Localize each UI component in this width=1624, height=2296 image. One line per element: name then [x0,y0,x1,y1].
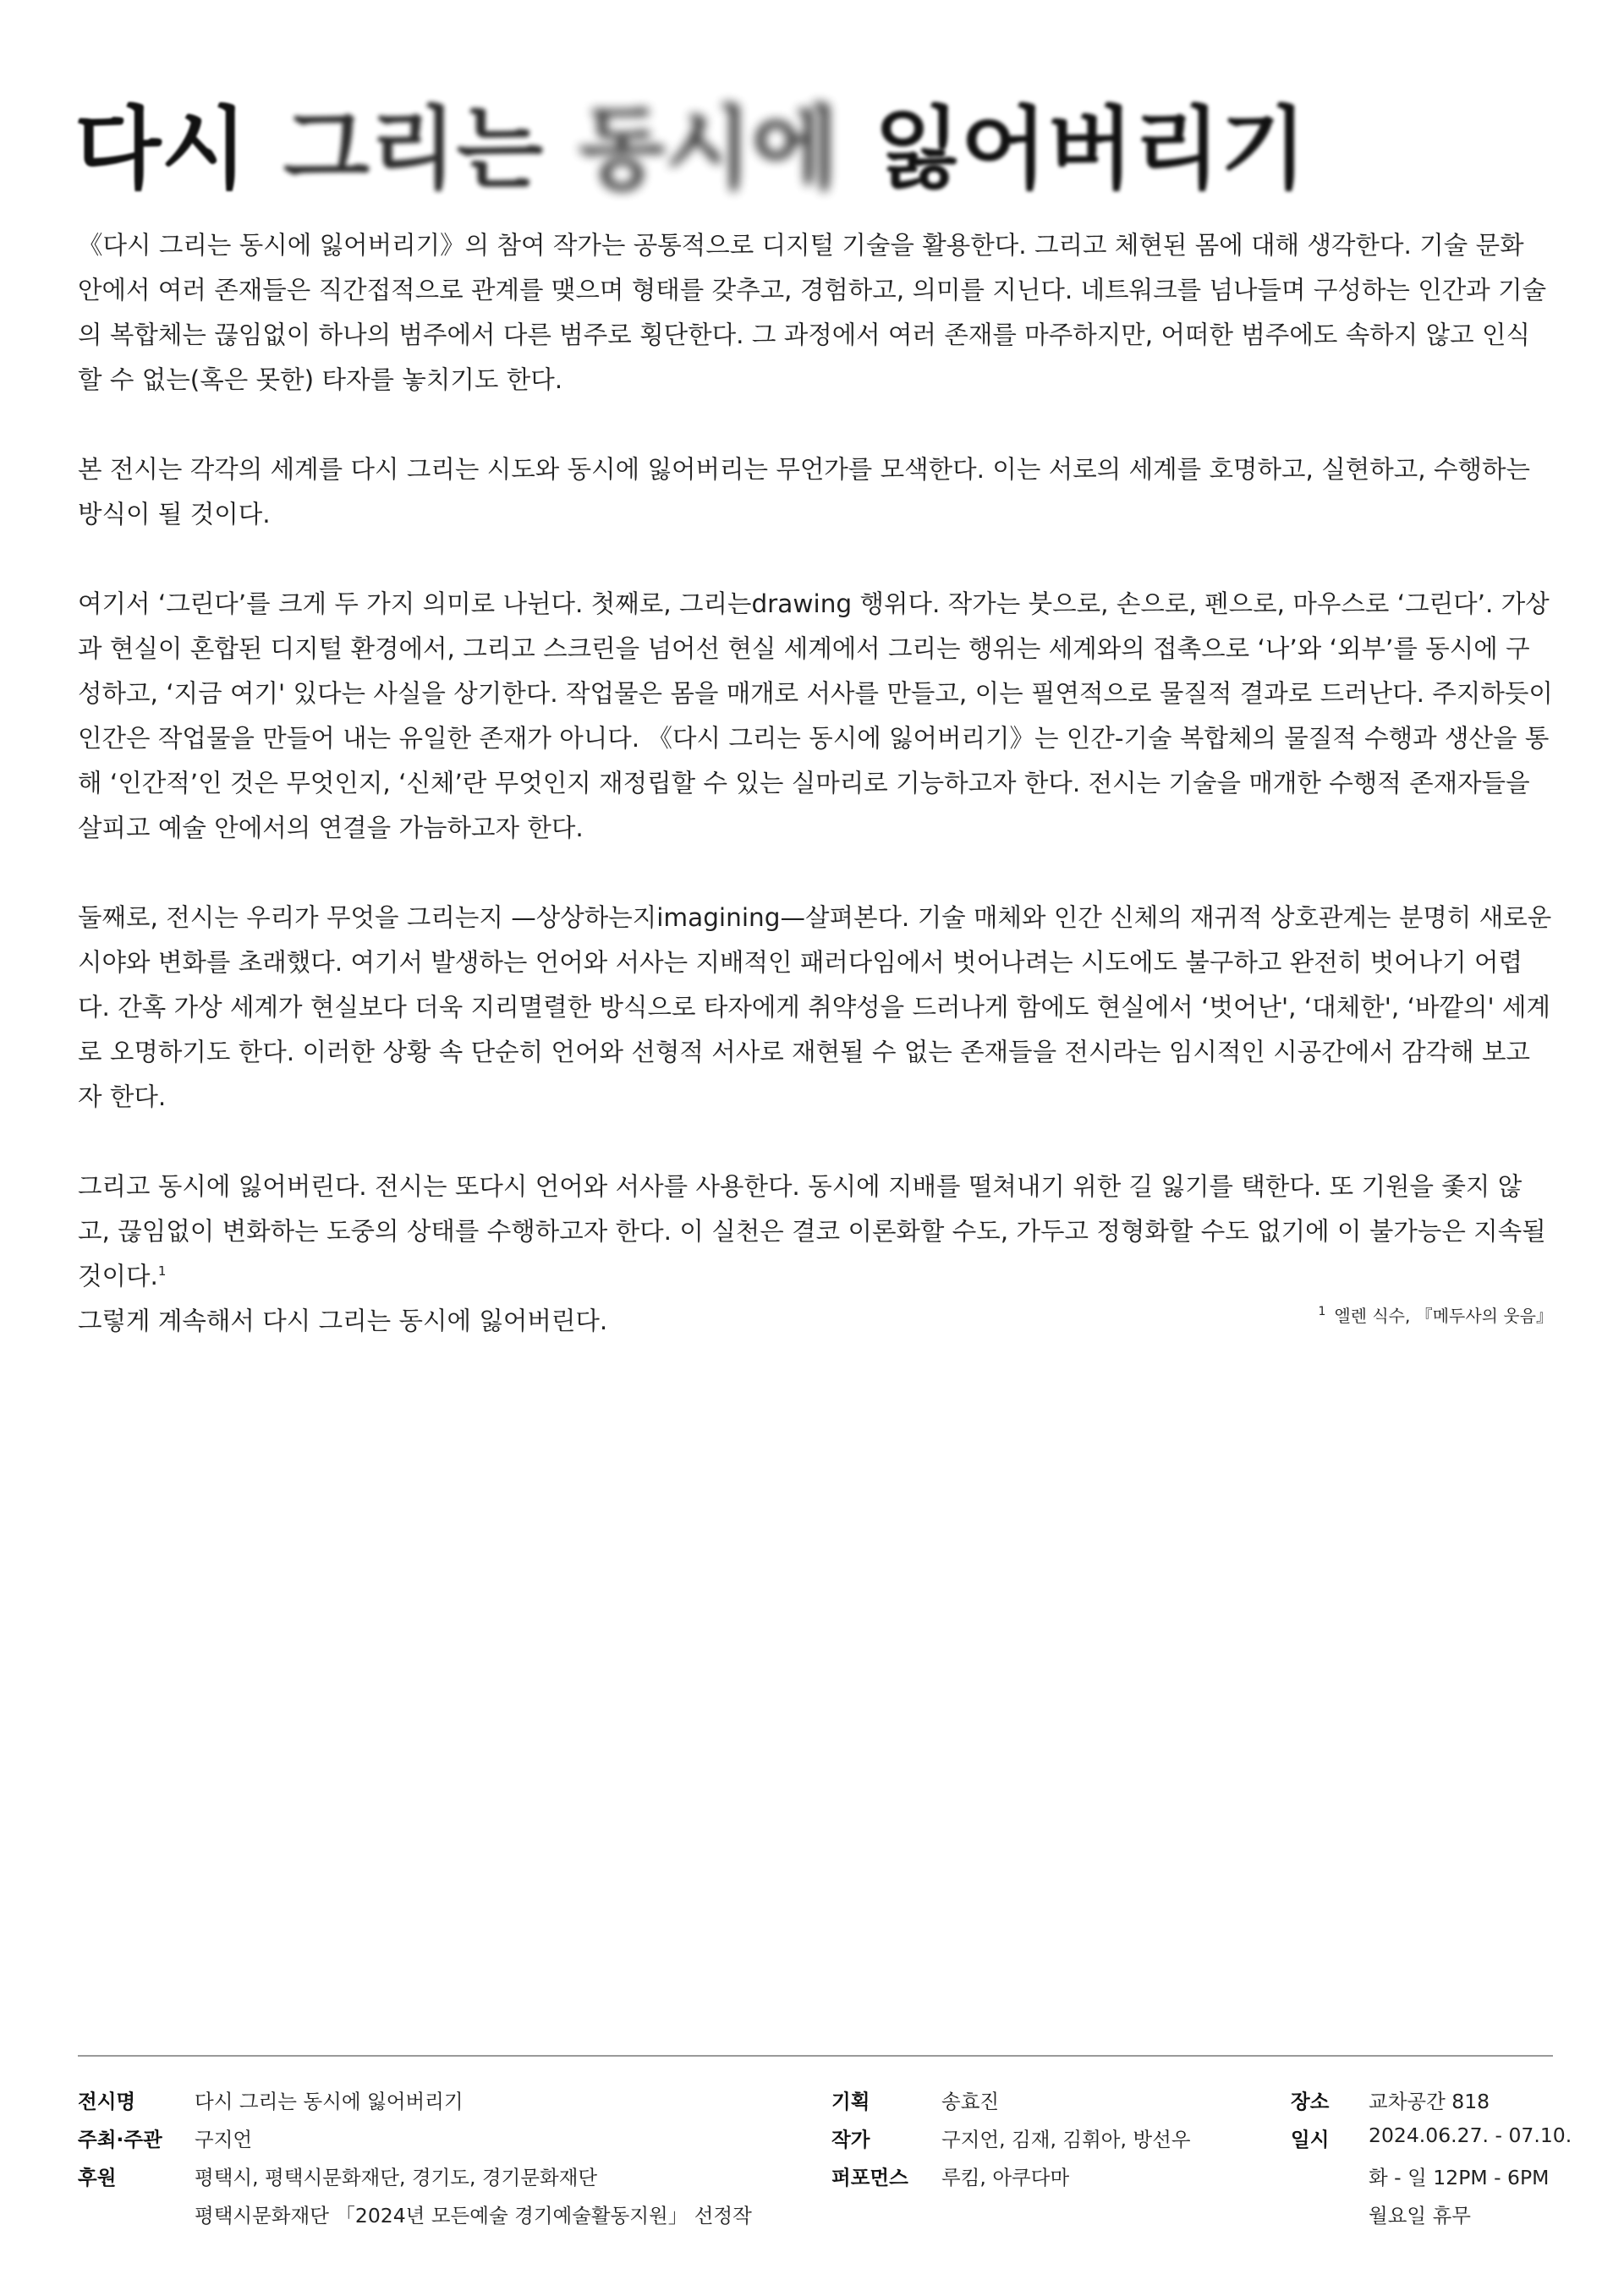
info-row-dates [1291,2123,1572,2162]
footnote [1318,1302,1553,1327]
info-key: 주최·주관 [78,2128,162,2151]
paragraph-2: 본 전시는 각각의 세계를 다시 그리는 시도와 동시에 잃어버리는 무언가를 모색한다. 이는 서로의 세계를 호명하고, 실현하고, 수행하는 방식이 될 것이다. [78,455,1531,529]
info-row-hours [1291,2162,1572,2200]
info-value: 구지언, 김재, 김휘아, 방선우 [941,2128,1191,2151]
info-value: 다시 그리는 동시에 잃어버리기 [195,2090,464,2113]
info-row-venue [1291,2085,1572,2123]
info-key: 장소 [1291,2090,1330,2113]
info-value: 송효진 [941,2090,1000,2113]
footnote-number: 1 [1318,1305,1326,1319]
info-row-sponsor [78,2162,752,2200]
footnote-mark: 1 [157,1263,167,1280]
info-value: 평택시, 평택시문화재단, 경기도, 경기문화재단 [195,2166,598,2189]
info-column-1 [78,2085,752,2238]
info-value: 구지언 [195,2128,253,2151]
info-key: 작가 [831,2128,870,2151]
info-row-curator [831,2085,1191,2123]
info-column-2 [831,2085,1191,2200]
info-value: 화 - 일 12PM - 6PM [1369,2166,1550,2189]
info-value: 월요일 휴무 [1369,2204,1471,2228]
info-value: 2024.06.27. - 07.10. [1369,2123,1572,2147]
info-key: 기획 [831,2090,870,2113]
paragraph-4: 둘째로, 전시는 우리가 무엇을 그리는지 —상상하는지imagining—살펴본다. 기술 매체와 인간 신체의 재귀적 상호관계는 분명히 새로운 시야와 변화를 초래했다. 여기서 발생하는 언어와 서사는 지배적인 패러다임에서 벗어나려는 시도에도 불구하고 완전히 벗어나기 어렵다. 간혹 가상 세계가 현실보다 더욱 지리멸렬한 방식으로 타자에게 취약성을 드러나게 함에도 현실에서 ‘벗어난', ‘대체한', ‘바깥의' 세계로 오명하기도 한다. 이러한 상황 속 단순히 언어와 선형적 서사로 재현될 수 없는 존재들을 전시라는 임시적인 시공간에서 감각해 보고자 한다. [78,903,1552,1111]
title-word-1: 다시 [74,97,248,201]
info-row-performance [831,2162,1191,2200]
paragraph-3: 여기서 ‘그린다’를 크게 두 가지 의미로 나뉜다. 첫째로, 그리는drawing 행위다. 작가는 붓으로, 손으로, 펜으로, 마우스로 ‘그린다’. 가상과 현실이 혼합된 디지털 환경에서, 그리고 스크린을 넘어선 현실 세계에서 그리는 행위는 세계와의 접촉으로 ‘나’와 ‘외부’를 동시에 구성하고, ‘지금 여기' 있다는 사실을 상기한다. 작업물은 몸을 매개로 서사를 만들고, 이는 필연적으로 물질적 결과로 드러난다. 주지하듯이 인간은 작업물을 만들어 내는 유일한 존재가 아니다. 《다시 그리는 동시에 잃어버리기》는 인간-기술 복합체의 물질적 수행과 생산을 통해 ‘인간적’인 것은 무엇인지, ‘신체’란 무엇인지 재정립할 수 있는 실마리로 기능하고자 한다. 전시는 기술을 매개한 수행적 존재자들을 살피고 예술 안에서의 연결을 가늠하고자 한다. [78,589,1553,842]
info-divider [78,2055,1553,2057]
info-row-grant [78,2200,752,2238]
info-row-organizer [78,2123,752,2162]
paragraph-5-tail: 그렇게 계속해서 다시 그리는 동시에 잃어버린다. [78,1307,608,1335]
info-value: 교차공간 818 [1369,2090,1490,2113]
paragraph-1: 《다시 그리는 동시에 잃어버리기》의 참여 작가는 공통적으로 디지털 기술을 활용한다. 그리고 체현된 몸에 대해 생각한다. 기술 문화 안에서 여러 존재들은 직간접적으로 관계를 맺으며 형태를 갖추고, 경험하고, 의미를 지닌다. 네트워크를 넘나들며 구성하는 인간과 기술의 복합체는 끊임없이 하나의 범주에서 다른 범주로 횡단한다. 그 과정에서 여러 존재를 마주하지만, 어떠한 범주에도 속하지 않고 인식할 수 없는(혹은 못한) 타자를 놓치기도 한다. [78,231,1547,394]
title-word-2: 그리는 [283,97,543,201]
info-key: 퍼포먼스 [831,2166,908,2189]
info-row-title [78,2085,752,2123]
paragraph-5-text: 그리고 동시에 잃어버린다. 전시는 또다시 언어와 서사를 사용한다. 동시에 지배를 떨쳐내기 위한 길 잃기를 택한다. 또 기원을 좇지 않고, 끊임없이 변화하는 도중의 상태를 수행하고자 한다. 이 실천은 결코 이론화할 수도, 가두고 정형화할 수도 없기에 이 불가능은 지속될 것이다. [78,1172,1546,1290]
info-key: 일시 [1291,2128,1330,2151]
info-column-3 [1291,2085,1572,2238]
info-value: 평택시문화재단 「2024년 모든예술 경기예술활동지원」 선정작 [195,2204,752,2228]
info-row-artists [831,2123,1191,2162]
info-key: 후원 [78,2166,117,2189]
info-key: 전시명 [78,2090,136,2113]
title-word-3: 동시에 [579,97,839,201]
title-word-4: 잃어버리기 [874,97,1308,201]
info-row-closed [1291,2200,1572,2238]
footnote-text: 엘렌 식수, 『메두사의 웃음』 [1334,1306,1553,1326]
exhibition-statement [78,223,1553,1389]
exhibition-title [74,78,1307,206]
info-value: 루킴, 아쿠다마 [941,2166,1070,2189]
